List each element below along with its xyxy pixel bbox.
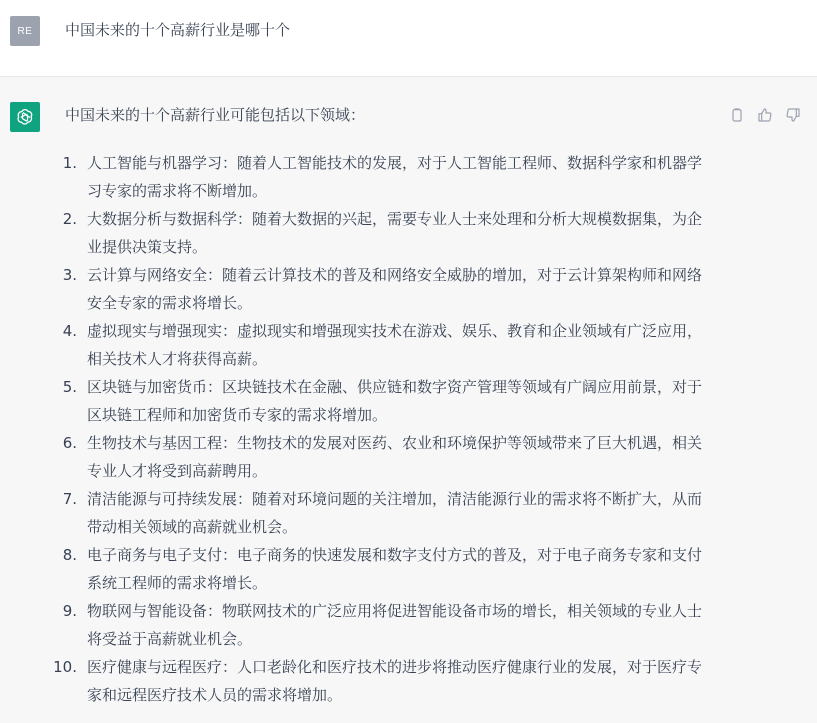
assistant-message-body — [53, 105, 715, 709]
list-item — [62, 541, 715, 597]
list-item — [62, 373, 715, 429]
message-actions — [727, 105, 803, 125]
list-item-number: 6. — [62, 434, 77, 452]
list-item-text: 人工智能与机器学习：随着人工智能技术的发展，对于人工智能工程师、数据科学家和机器学习专家的需求将不断增加。 — [87, 154, 703, 200]
list-item — [62, 149, 715, 205]
answer-list — [53, 149, 715, 709]
list-item — [62, 429, 715, 485]
list-item-number: 9. — [62, 602, 77, 620]
list-item — [62, 205, 715, 261]
list-item-text: 虚拟现实与增强现实：虚拟现实和增强现实技术在游戏、娱乐、教育和企业领域有广泛应用，相关技术人才将获得高薪。 — [87, 322, 703, 368]
user-message-row — [0, 0, 817, 77]
list-item-number: 2. — [62, 210, 77, 228]
list-item-number: 4. — [62, 322, 77, 340]
user-message-text: 中国未来的十个高薪行业是哪十个 — [65, 21, 291, 39]
list-item — [53, 653, 715, 709]
list-item-number: 10. — [53, 658, 77, 676]
openai-logo-icon — [10, 102, 40, 132]
thumbs-up-icon[interactable] — [755, 105, 775, 125]
thumbs-down-icon[interactable] — [783, 105, 803, 125]
list-item — [62, 317, 715, 373]
copy-icon[interactable] — [727, 105, 747, 125]
assistant-intro: 中国未来的十个高薪行业可能包括以下领域： — [65, 106, 366, 124]
list-item-text: 物联网与智能设备：物联网技术的广泛应用将促进智能设备市场的增长，相关领域的专业人士将受益于高薪就业机会。 — [87, 602, 703, 648]
user-avatar: RE — [10, 16, 40, 46]
assistant-message-row — [0, 77, 817, 723]
list-item — [62, 485, 715, 541]
list-item-number: 1. — [62, 154, 77, 172]
list-item-text: 电子商务与电子支付：电子商务的快速发展和数字支付方式的普及，对于电子商务专家和支付系统工程师的需求将增长。 — [87, 546, 703, 592]
list-item — [62, 261, 715, 317]
list-item-text: 大数据分析与数据科学：随着大数据的兴起，需要专业人士来处理和分析大规模数据集，为企业提供决策支持。 — [87, 210, 703, 256]
list-item-number: 8. — [62, 546, 77, 564]
list-item-number: 3. — [62, 266, 77, 284]
list-item-text: 清洁能源与可持续发展：随着对环境问题的关注增加，清洁能源行业的需求将不断扩大，从而带动相关领域的高薪就业机会。 — [87, 490, 703, 536]
list-item-number: 7. — [62, 490, 77, 508]
list-item-text: 生物技术与基因工程：生物技术的发展对医药、农业和环境保护等领域带来了巨大机遇，相关专业人才将受到高薪聘用。 — [87, 434, 703, 480]
list-item — [62, 597, 715, 653]
list-item-number: 5. — [62, 378, 77, 396]
list-item-text: 云计算与网络安全：随着云计算技术的普及和网络安全威胁的增加，对于云计算架构师和网络安全专家的需求将增长。 — [87, 266, 703, 312]
list-item-text: 区块链与加密货币：区块链技术在金融、供应链和数字资产管理等领域有广阔应用前景，对于区块链工程师和加密货币专家的需求将增加。 — [87, 378, 703, 424]
list-item-text: 医疗健康与远程医疗：人口老龄化和医疗技术的进步将推动医疗健康行业的发展，对于医疗专家和远程医疗技术人员的需求将增加。 — [87, 658, 703, 704]
